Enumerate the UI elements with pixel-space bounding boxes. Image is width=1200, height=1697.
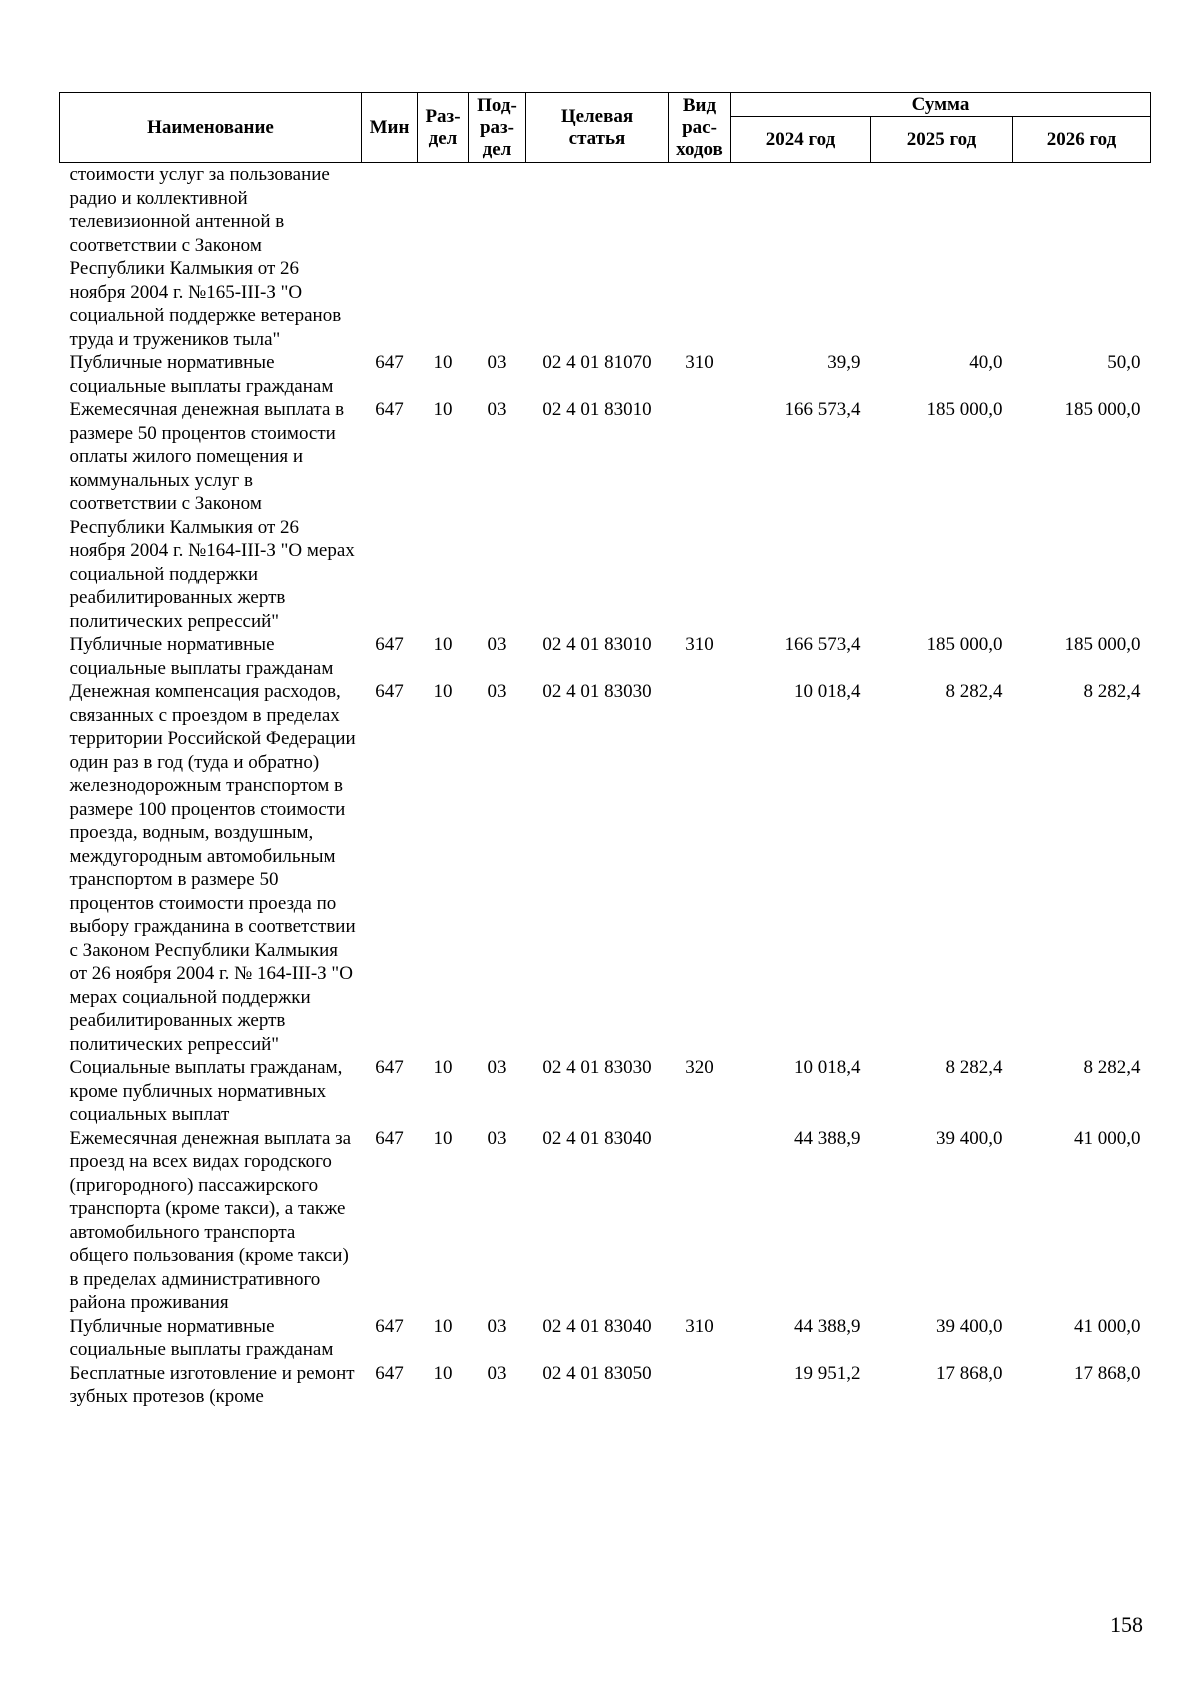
cell-name: Публичные нормативные социальные выплаты гражданам xyxy=(69,1315,334,1360)
cell-year-2024: 44 388,9 xyxy=(794,1127,861,1149)
cell-name: Публичные нормативные социальные выплаты гражданам xyxy=(69,352,334,397)
cell-year-2025: 8 282,4 xyxy=(945,1057,1003,1078)
cell-celevaya-statya: 02 4 01 83040 xyxy=(542,1127,652,1149)
cell-razdel: 10 xyxy=(433,1315,453,1337)
cell-year-2026: 8 282,4 xyxy=(1083,1057,1141,1078)
cell-vid-rashodov xyxy=(669,1362,731,1409)
cell-podrazdel: 03 xyxy=(487,634,507,655)
header-vid-rashodov: Вид рас- ходов xyxy=(669,93,731,163)
cell-vid-rashodov: 320 xyxy=(685,1057,714,1078)
cell-year-2025: 185 000,0 xyxy=(926,399,1003,420)
cell-year-2024: 10 018,4 xyxy=(794,681,861,702)
cell-year-2024: 39,9 xyxy=(827,352,861,373)
cell-vid-rashodov xyxy=(669,398,731,633)
cell-razdel: 10 xyxy=(433,1362,453,1384)
cell-year-2025: 39 400,0 xyxy=(936,1315,1003,1337)
table-row xyxy=(60,1315,1151,1362)
cell-year-2026: 185 000,0 xyxy=(1064,399,1141,420)
cell-min: 647 xyxy=(375,634,404,655)
cell-celevaya-statya: 02 4 01 83050 xyxy=(542,1362,652,1384)
header-podrazdel: Под- раз- дел xyxy=(469,93,526,163)
cell-podrazdel: 03 xyxy=(487,352,507,373)
cell-celevaya-statya: 02 4 01 83030 xyxy=(542,1057,652,1078)
header-year-2025: 2025 год xyxy=(871,117,1013,163)
cell-podrazdel: 03 xyxy=(487,1315,507,1337)
cell-year-2024: 166 573,4 xyxy=(784,634,861,655)
cell-celevaya-statya: 02 4 01 83030 xyxy=(542,681,652,702)
cell-year-2024: 19 951,2 xyxy=(794,1362,861,1384)
cell-name: Денежная компенсация расходов, связанных с проездом в пределах территории Российской Федерации один раз в год (туда и обратно) железнодорожным транспортом в размере 100 процентов стоимости проезда, водным, воздушным, междугородным автомобильным транспортом в размере 50 процентов стоимости проезда по выбору гражданина в соответствии с Законом Республики Калмыкия от 26 ноября 2004 г. № 164-III-З "О мерах социальной поддержки реабилитированных жертв политических репрессий" xyxy=(69,681,356,1055)
cell-min: 647 xyxy=(375,1127,404,1149)
cell-min: 647 xyxy=(375,399,404,420)
cell-name: Ежемесячная денежная выплата в размере 50 процентов стоимости оплаты жилого помещения и коммунальных услуг в соответствии с Законом Республики Калмыкия от 26 ноября 2004 г. №164-III-З "О мерах социальной поддержки реабилитированных жертв политических репрессий" xyxy=(69,399,355,632)
cell-podrazdel: 03 xyxy=(487,1057,507,1078)
table-row xyxy=(60,398,1151,633)
cell-min: 647 xyxy=(375,1362,404,1384)
cell-name: Социальные выплаты гражданам, кроме публичных нормативных социальных выплат xyxy=(69,1057,343,1125)
cell-year-2026: 41 000,0 xyxy=(1074,1315,1141,1337)
cell-min: 647 xyxy=(375,1057,404,1078)
cell-name: стоимости услуг за пользование радио и коллективной телевизионной антенной в соответствии с Законом Республики Калмыкия от 26 ноября 2004 г. №165-III-З "О социальной поддержке ветеранов труда и тружеников тыла" xyxy=(69,164,342,350)
cell-year-2026: 50,0 xyxy=(1107,352,1141,373)
cell-razdel: 10 xyxy=(433,681,453,702)
cell-vid-rashodov: 310 xyxy=(685,352,714,373)
cell-celevaya-statya: 02 4 01 81070 xyxy=(542,352,652,373)
table-row xyxy=(60,163,1151,352)
cell-vid-rashodov xyxy=(669,680,731,1056)
cell-razdel: 10 xyxy=(433,399,453,420)
cell-min: 647 xyxy=(375,1315,404,1337)
header-celevaya-statya: Целевая статья xyxy=(526,93,669,163)
cell-razdel: 10 xyxy=(433,1057,453,1078)
cell-podrazdel: 03 xyxy=(487,1127,507,1149)
header-name: Наименование xyxy=(60,93,362,163)
header-min: Мин xyxy=(362,93,418,163)
cell-year-2025: 39 400,0 xyxy=(936,1127,1003,1149)
table-row xyxy=(60,351,1151,398)
cell-podrazdel: 03 xyxy=(487,681,507,702)
cell-year-2024: 44 388,9 xyxy=(794,1315,861,1337)
table-row xyxy=(60,680,1151,1056)
cell-razdel: 10 xyxy=(433,352,453,373)
cell-name: Ежемесячная денежная выплата за проезд на всех видах городского (пригородного) пассажирского транспорта (кроме такси), а также автомобильного транспорта общего пользования (кроме такси) в пределах административного района проживания xyxy=(69,1127,352,1313)
cell-year-2025: 17 868,0 xyxy=(936,1362,1003,1384)
cell-year-2025: 185 000,0 xyxy=(926,634,1003,655)
cell-year-2026: 185 000,0 xyxy=(1064,634,1141,655)
cell-razdel: 10 xyxy=(433,634,453,655)
cell-year-2025 xyxy=(871,163,1013,352)
cell-podrazdel: 03 xyxy=(487,399,507,420)
cell-min: 647 xyxy=(375,681,404,702)
cell-podrazdel: 03 xyxy=(487,1362,507,1384)
cell-celevaya-statya: 02 4 01 83010 xyxy=(542,634,652,655)
cell-year-2026 xyxy=(1013,163,1151,352)
cell-razdel: 10 xyxy=(433,1127,453,1149)
cell-year-2024 xyxy=(731,163,871,352)
header-summa: Сумма xyxy=(731,93,1151,117)
cell-year-2025: 40,0 xyxy=(969,352,1003,373)
cell-year-2026: 17 868,0 xyxy=(1074,1362,1141,1384)
header-year-2026: 2026 год xyxy=(1013,117,1151,163)
cell-min xyxy=(362,163,418,352)
table-header xyxy=(60,93,1151,163)
cell-year-2024: 10 018,4 xyxy=(794,1057,861,1078)
table-body xyxy=(60,163,1151,1409)
cell-vid-rashodov: 310 xyxy=(685,634,714,655)
table-row xyxy=(60,1362,1151,1409)
cell-year-2026: 8 282,4 xyxy=(1083,681,1141,702)
cell-celevaya-statya: 02 4 01 83040 xyxy=(542,1315,652,1337)
cell-year-2024: 166 573,4 xyxy=(784,399,861,420)
cell-name: Публичные нормативные социальные выплаты гражданам xyxy=(69,634,334,679)
cell-name: Бесплатные изготовление и ремонт зубных протезов (кроме xyxy=(69,1362,355,1407)
cell-vid-rashodov: 310 xyxy=(685,1315,714,1337)
table-row xyxy=(60,1127,1151,1315)
budget-table xyxy=(59,92,1151,1409)
cell-vid-rashodov xyxy=(669,163,731,352)
table-row xyxy=(60,1056,1151,1127)
cell-year-2026: 41 000,0 xyxy=(1074,1127,1141,1149)
header-year-2024: 2024 год xyxy=(731,117,871,163)
cell-razdel xyxy=(418,163,469,352)
cell-celevaya-statya xyxy=(526,163,669,352)
cell-vid-rashodov xyxy=(669,1127,731,1315)
cell-celevaya-statya: 02 4 01 83010 xyxy=(542,399,652,420)
header-razdel: Раз- дел xyxy=(418,93,469,163)
table-row xyxy=(60,633,1151,680)
cell-year-2025: 8 282,4 xyxy=(945,681,1003,702)
cell-podrazdel xyxy=(469,163,526,352)
cell-min: 647 xyxy=(375,352,404,373)
page-number: 158 xyxy=(1110,1612,1143,1637)
